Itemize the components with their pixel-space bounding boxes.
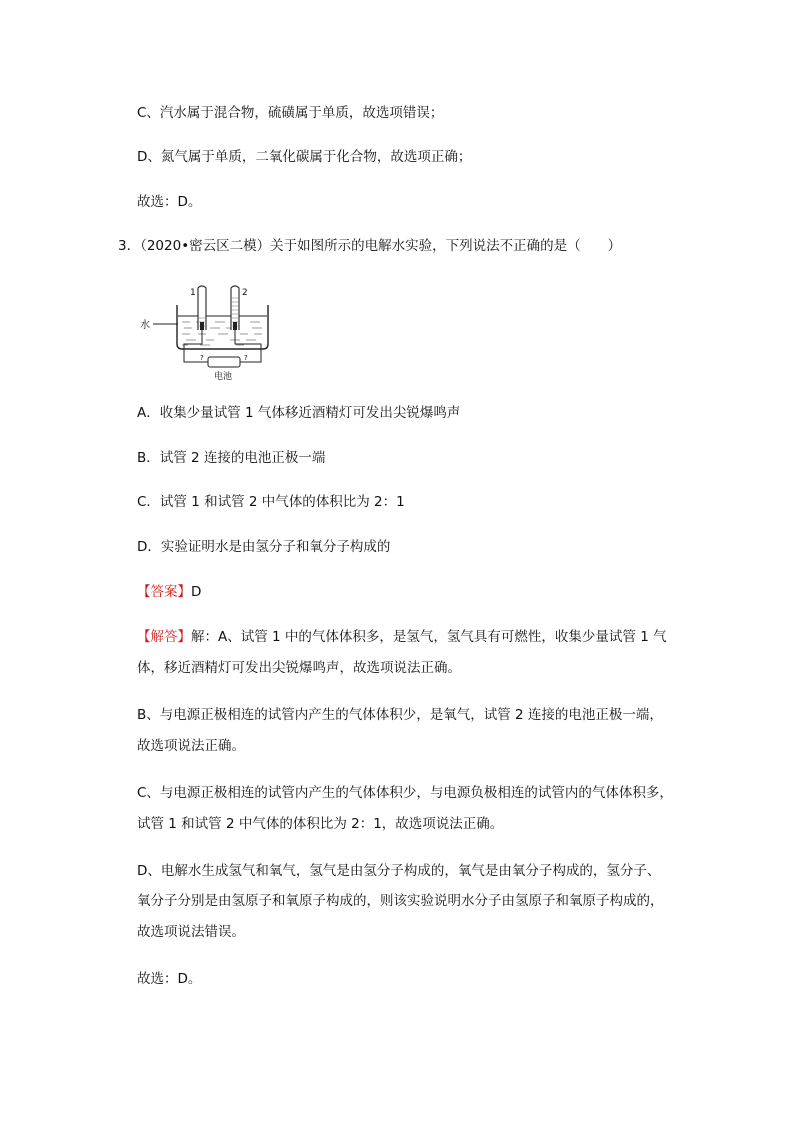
question-stem: 3．（2020•密云区二模）关于如图所示的电解水实验，下列说法不正确的是（ ） xyxy=(118,238,622,254)
battery-label: 电池 xyxy=(214,372,233,382)
prev-option-c: C、汽水属于混合物，硫磺属于单质，故选项错误； xyxy=(137,105,444,121)
analysis-line-1 xyxy=(137,628,667,646)
tube-2-label: 2 xyxy=(242,288,248,298)
prev-option-d: D、氮气属于单质，二氧化碳属于化合物，故选项正确； xyxy=(137,149,472,165)
answer-line xyxy=(137,583,201,601)
electrode-1 xyxy=(200,322,204,330)
water-hatching xyxy=(182,322,262,345)
electrolysis-svg xyxy=(140,282,290,382)
pole-right-label: ? xyxy=(244,354,248,362)
option-c: C．试管 1 和试管 2 中气体的体积比为 2：1 xyxy=(137,494,405,510)
option-a: A．收集少量试管 1 气体移近酒精灯可发出尖锐爆鸣声 xyxy=(137,405,461,421)
prev-conclusion: 故选：D。 xyxy=(137,194,202,210)
analysis-line-2: 体，移近酒精灯可发出尖锐爆鸣声，故选项说法正确。 xyxy=(137,660,461,676)
analysis-line-4: 故选项说法正确。 xyxy=(137,738,245,754)
option-b: B．试管 2 连接的电池正极一端 xyxy=(137,450,326,466)
answer-value: D xyxy=(191,584,202,600)
tube-1-label: 1 xyxy=(190,288,196,298)
analysis-line-9: 故选项说法错误。 xyxy=(137,924,245,940)
analysis-line-7: D、电解水生成氢气和氧气，氢气是由氢分子构成的，氧气是由氧分子构成的，氢分子、 xyxy=(137,863,661,879)
analysis-line-6: 试管 1 和试管 2 中气体的体积比为 2：1，故选项说法正确。 xyxy=(137,816,504,832)
battery-body xyxy=(208,357,240,367)
analysis-line-8: 氧分子分别是由氢原子和氧原子构成的，则该实验说明水分子由氢原子和氧原子构成的， xyxy=(137,893,664,909)
answer-label: 【答案】 xyxy=(137,584,191,600)
analysis-text-1: 解：A、试管 1 中的气体体积多，是氢气，氢气具有可燃性，收集少量试管 1 气 xyxy=(191,629,667,645)
option-d: D．实验证明水是由氢分子和氧分子构成的 xyxy=(137,539,391,555)
analysis-line-5: C、与电源正极相连的试管内产生的气体体积少，与电源负极相连的试管内的气体体积多， xyxy=(137,785,673,801)
electrode-2 xyxy=(233,322,237,330)
analysis-label: 【解答】 xyxy=(137,629,191,645)
pole-left-label: ? xyxy=(200,354,204,362)
wire-left xyxy=(184,330,208,362)
electrolysis-diagram xyxy=(140,282,290,382)
trough-outline xyxy=(177,305,268,349)
water-label: 水 xyxy=(140,320,150,331)
analysis-conclusion: 故选：D。 xyxy=(137,971,202,987)
analysis-line-3: B、与电源正极相连的试管内产生的气体体积少，是氧气，试管 2 连接的电池正极一端， xyxy=(137,707,663,723)
